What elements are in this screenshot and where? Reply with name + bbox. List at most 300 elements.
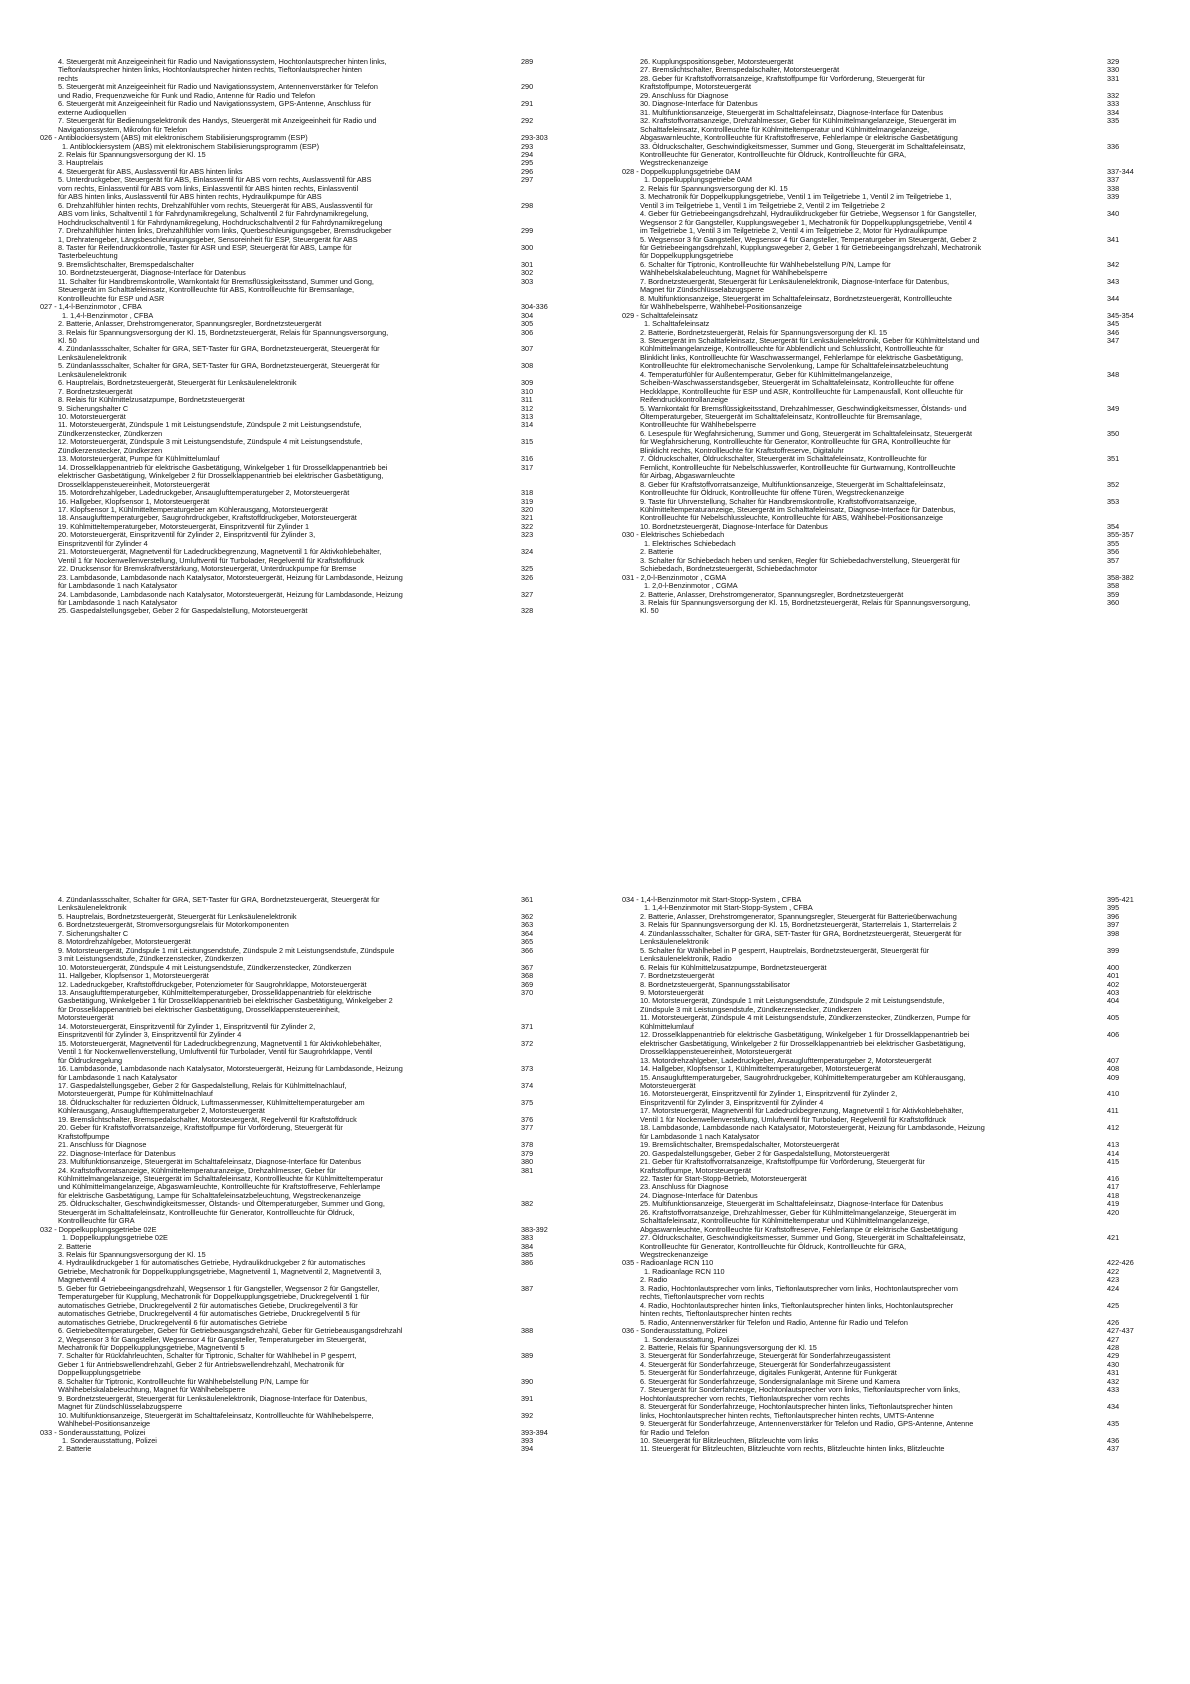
page-number: 389 <box>521 1351 534 1361</box>
entry-text: 27. Öldruckschalter, Geschwindigkeitsmesser, Summer und Gong, Steuergerät im Schalttafeleinsatz, Kontrollleuchte für Generator, Kontrollleuchte für Öldruck, Kontrollleuchte für GRA, Wegstreckenanzeige <box>640 1233 966 1260</box>
entry-text: 11. Motorsteuergerät, Zündspule 4 mit Leistungsendstufe, Zündkerzenstecker, Zündkerzen, Pumpe für Kühlmittelumlauf <box>640 1013 971 1031</box>
page-number: 289 <box>521 57 534 66</box>
entry-text: 5. Unterdruckgeber, Steuergerät für ABS, Einlassventil für ABS vorn rechts, Auslassventil für ABS vorn rechts, Einlassventil für ABS vorn links, Einlassventil für ABS hinten rechts, Einlassventil für ABS hinten links, Auslassventil für ABS hinten rechts, Hydraulikpumpe für ABS <box>58 175 372 202</box>
index-entry-row <box>58 607 576 615</box>
entry-text: 5. Warnkontakt für Bremsflüssigkeitsstand, Drehzahlmesser, Geschwindigkeitsmesser, Ölstands- und Öltemperaturgeber, Steuergerät im Schalttafeleinsatz, Kontrollleuchte für Bremsanlage, Kontrollleuchte für Wählhebelsperre <box>640 403 967 430</box>
entry-text: 3. Radio, Hochtonlautsprecher vorn links, Tieftonlautsprecher vorn links, Hochtonlautsprecher vorn rechts, Tieftonlautsprecher vorn rechts <box>640 1283 958 1302</box>
page-number: 298 <box>521 200 534 210</box>
entry-text: 12. Drosselklappenantrieb für elektrische Gasbetätigung, Winkelgeber 1 für Drosselklappenantrieb bei elektrischer Gasbetätigung, Winkelgeber 2 für Drosselklappenantrieb bei elektrischer Gasbetätigung, Drosselklappensteuereinheit, Motorsteuergerät <box>640 1030 970 1057</box>
index-entry-row <box>640 930 1162 947</box>
section-title: 031 - 2,0-l-Benzinmotor , CGMA <box>622 572 727 582</box>
page-number: 410 <box>1107 1089 1120 1099</box>
page-number: 335 <box>1107 116 1120 126</box>
page-number: 327 <box>521 589 534 599</box>
entry-text: 1. Schalttafeleinsatz <box>644 319 710 329</box>
page-number: 394 <box>521 1444 534 1454</box>
page-number: 406 <box>1107 1030 1120 1040</box>
entry-text: 1. Radioanlage RCN 110 <box>644 1266 725 1276</box>
page-number: 433 <box>1107 1385 1120 1395</box>
page-number: 338 <box>1107 183 1120 193</box>
page-number: 386 <box>521 1258 534 1268</box>
entry-text: 7. Steuergerät für Bedienungselektronik des Handys, Steuergerät mit Anzeigeeinheit für Radio und Navigationssystem, Mikrofon für Telefon <box>58 116 377 134</box>
page-number: 290 <box>521 82 534 92</box>
index-entry-row <box>58 1378 576 1395</box>
entry-text: 31. Multifunktionsanzeige, Steuergerät im Schalttafeleinsatz, Diagnose-Interface für Datenbus <box>640 107 943 117</box>
entry-text: 1. 1,4-l-Benzinmotor mit Start-Stopp-System , CFBA <box>644 903 813 913</box>
entry-text: 3. Relais für Spannungsversorgung der Kl. 15, Bordnetzsteuergerät, Relais für Spannungsversorgung, Kl. 50 <box>640 598 971 616</box>
entry-text: 18. Lambdasonde, Lambdasonde nach Katalysator, Motorsteuergerät, Heizung für Lambdasonde, Heizung für Lambdasonde 1 nach Katalysator <box>640 1123 985 1141</box>
page-number: 375 <box>521 1097 534 1107</box>
entry-text: 7. Bordnetzsteuergerät <box>58 386 133 396</box>
entry-text: 4. Steuergerät für Sonderfahrzeuge, Steuergerät für Sonderfahrzeugassistent <box>640 1359 891 1369</box>
entry-text: 5. Hauptrelais, Bordnetzsteuergerät, Steuergerät für Lenksäulenelektronik <box>58 911 297 921</box>
page-number: 310 <box>521 386 534 396</box>
entry-text: 1. Sonderausstattung, Polizei <box>62 1436 157 1445</box>
page-number: 312 <box>521 403 534 413</box>
page-number: 424 <box>1107 1283 1120 1293</box>
entry-text: 4. Temperaturfühler für Außentemperatur, Geber für Kühlmittelmangelanzeige, Scheiben-Waschwasserstandsgeber, Steuergerät im Schalttafeleinsatz, Kontrollleuchte für offene Heckklappe, Kontrollleuchte für ESP und ASR, Kontrollleuchte für Lampenausfall, Kont ollleuchte für Reifendruckkontrollanzeige <box>640 369 964 405</box>
entry-text: 9. Motorsteuergerät, Zündspule 1 mit Leistungsendstufe, Zündspule 2 mit Leistungsendstufe, Zündspule 3 mit Leistungsendstufe, Zündkerzenstecker, Zündkerzen <box>58 945 395 964</box>
entry-text: 7. Steuergerät für Sonderfahrzeuge, Hochtonlautsprecher vorn links, Tieftonlautsprecher vorn links, Hochtonlautsprecher vorn rechts, Tieftonlautsprecher vorn rechts <box>640 1385 961 1403</box>
entry-text: 19. Bremslichtschalter, Bremspedalschalter, Motorsteuergerät, Regelventil für Kraftstoffdruck <box>58 1114 357 1124</box>
entry-text: 4. Radio, Hochtonlautsprecher hinten links, Tieftonlautsprecher hinten links, Hochtonlautsprecher hinten rechts, Tieftonlautsprecher hinten rechts <box>640 1300 954 1319</box>
entry-text: 23. Lambdasonde, Lambdasonde nach Katalysator, Motorsteuergerät, Heizung für Lambdasonde, Heizung für Lambdasonde 1 nach Katalysator <box>58 572 403 591</box>
page-number: 400 <box>1107 962 1120 972</box>
page-number: 401 <box>1107 971 1120 981</box>
entry-text: 6. Relais für Kühlmittelzusatzpumpe, Bordnetzsteuergerät <box>640 962 827 972</box>
entry-text: 1. 2,0-l-Benzinmotor , CGMA <box>644 581 738 591</box>
page-number: 397 <box>1107 920 1120 930</box>
index-entry-row <box>640 947 1162 964</box>
page-number: 343 <box>1107 276 1120 286</box>
index-entry-row <box>58 83 576 100</box>
entry-text: 5. Wegsensor 3 für Gangsteller, Wegsensor 4 für Gangsteller, Temperaturgeber im Steuergerät, Geber 2 für Getriebeeingangsdrehzahl, Kupplungswegeber 2, Geber 1 für Getriebeeingangsdrehzahl, Mechatronik für Doppelkupplungsgetriebe <box>640 234 982 261</box>
page-number: 345-354 <box>1107 310 1134 320</box>
entry-text: 1. Antiblockiersystem (ABS) mit elektronischem Stabilisierungsprogramm (ESP) <box>62 141 320 151</box>
page-number: 294 <box>521 149 534 159</box>
page-number: 313 <box>521 412 534 422</box>
index-column-top-right <box>622 57 1162 616</box>
entry-text: 17. Klopfsensor 1, Kühlmitteltemperaturgeber am Kühlerausgang, Motorsteuergerät <box>58 505 328 515</box>
index-entry-row <box>640 1209 1162 1234</box>
entry-text: 4. Zündanlassschalter, Schalter für GRA, SET-Taster für GRA, Bordnetzsteuergerät, Steuergerät für Lenksäulenelektronik <box>58 895 380 913</box>
entry-text: 2. Batterie <box>58 1444 92 1454</box>
page-number: 305 <box>521 319 534 329</box>
entry-text: 19. Kühlmitteltemperaturgeber, Motorsteuergerät, Einspritzventil für Zylinder 1 <box>58 521 310 531</box>
index-column-top-left <box>40 57 576 616</box>
entry-text: 4. Geber für Getriebeeingangsdrehzahl, Hydraulikdruckgeber für Getriebe, Wegsensor 1 für Gangsteller, Wegsensor 2 für Gangsteller, Kupplungswegeber 1, Mechatronik für Doppelkupplungsgetriebe, Ventil 4 im Teilgetriebe 1, Ventil 3 im Teilgetriebe 2, Ventil 4 im Teilgetriebe 2, Motor für Hydraulikpumpe <box>640 209 977 236</box>
index-entry-row <box>58 574 576 591</box>
page-number: 350 <box>1107 428 1120 438</box>
page-number: 340 <box>1107 209 1120 219</box>
index-entry-row <box>58 1124 576 1141</box>
page-number: 377 <box>521 1123 534 1133</box>
page-number: 358-382 <box>1107 572 1134 582</box>
page-number: 399 <box>1107 945 1120 955</box>
page-number: 346 <box>1107 327 1120 337</box>
entry-text: 2. Batterie, Anlasser, Drehstromgenerator, Spannungsregler, Steuergerät für Batterieüberwachung <box>640 911 957 921</box>
entry-text: 9. Bremslichtschalter, Bremspedalschalter <box>58 259 194 269</box>
entry-text: 8. Bordnetzsteuergerät, Spannungsstabilisator <box>640 979 791 989</box>
entry-text: 2. Batterie, Bordnetzsteuergerät, Relais für Spannungsversorgung der Kl. 15 <box>640 327 888 337</box>
page-number: 319 <box>521 496 534 506</box>
page-number: 315 <box>521 437 534 447</box>
entry-text: 6. Drehzahlfühler hinten rechts, Drehzahlfühler vorn rechts, Steuergerät für ABS, Auslassventil für ABS vorn links, Schaltventil 1 für Fahrdynamikregelung, Schaltventil 2 für Fahrdynamikregelung, Hochdruckschaltventil 1 für Fahrdynamikregelung, Hochdruckschaltventil 2 für Fahrdynamikregelung <box>58 200 383 227</box>
page-number: 355 <box>1107 538 1120 548</box>
page-number: 336 <box>1107 141 1120 151</box>
page-number: 304-336 <box>521 302 548 312</box>
page-number: 380 <box>521 1157 534 1167</box>
entry-text: 6. Schalter für Tiptronic, Kontrollleuchte für Wählhebelstellung P/N, Lampe für Wählhebelskalabeleuchtung, Magnet für Wählhebelsperre <box>640 259 891 278</box>
entry-text: 9. Steuergerät für Sonderfahrzeuge, Antennenverstärker für Telefon und Radio, GPS-Antenne, Antenne für Radio und Telefon <box>640 1419 974 1437</box>
entry-text: 10. Motorsteuergerät, Zündspule 4 mit Leistungsendstufe, Zündkerzenstecker, Zündkerzen <box>58 962 352 972</box>
entry-text: 10. Motorsteuergerät, Zündspule 1 mit Leistungsendstufe, Zündspule 2 mit Leistungsendstufe, Zündspule 3 mit Leistungsendstufe, Zündkerzenstecker, Zündkerzen <box>640 996 945 1014</box>
page-number: 405 <box>1107 1013 1120 1023</box>
entry-text: 20. Motorsteuergerät, Einspritzventil für Zylinder 2, Einspritzventil für Zylinder 3, Einspritzventil für Zylinder 4 <box>58 530 316 548</box>
index-entry-row <box>640 1403 1162 1420</box>
entry-text: 5. Steuergerät für Sonderfahrzeuge, digitales Funkgerät, Antenne für Funkgerät <box>640 1368 897 1378</box>
page-number: 356 <box>1107 547 1120 557</box>
page-number: 436 <box>1107 1436 1120 1445</box>
page-number: 302 <box>521 268 534 278</box>
index-entry-row <box>640 371 1162 405</box>
page-number: 437 <box>1107 1444 1120 1454</box>
index-entry-row <box>640 1074 1162 1091</box>
index-entry-row <box>58 1352 576 1377</box>
page-number: 359 <box>1107 589 1120 599</box>
page-number: 419 <box>1107 1199 1120 1209</box>
page-number: 348 <box>1107 369 1120 379</box>
index-entry-row <box>58 151 576 159</box>
index-entry-row <box>58 202 576 227</box>
page-number: 328 <box>521 606 534 616</box>
page-number: 303 <box>521 276 534 286</box>
section-title: 028 - Doppelkupplungsgetriebe 0AM <box>622 166 741 176</box>
page-number: 309 <box>521 378 534 388</box>
index-entry-row <box>58 1082 576 1099</box>
page-number: 341 <box>1107 234 1120 244</box>
page-number: 322 <box>521 521 534 531</box>
page-number: 299 <box>521 226 534 236</box>
page-number: 411 <box>1107 1106 1119 1116</box>
page-number: 363 <box>521 920 534 930</box>
index-entry-row <box>58 58 576 83</box>
entry-text: 17. Motorsteuergerät, Magnetventil für Ladedruckbegrenzung, Magnetventil 1 für Aktivkohlebehälter, Ventil 1 für Nockenwellenverstellung, Umluftventil für Turbolader, Regelventil für Kraftstoffdruck <box>640 1106 964 1124</box>
page-number: 293 <box>521 141 534 151</box>
entry-text: 2. Batterie <box>58 1241 92 1251</box>
page-number: 332 <box>1107 90 1120 100</box>
page-number: 425 <box>1107 1300 1120 1310</box>
entry-text: 2. Relais für Spannungsversorgung der Kl. 15 <box>58 149 206 159</box>
entry-text: 11. Steuergerät für Blitzleuchten, Blitzleuchte vorn rechts, Blitzleuchte hinten links, Blitzleuchte <box>640 1444 945 1454</box>
page-number: 353 <box>1107 496 1120 506</box>
page-number: 395 <box>1107 903 1120 913</box>
page-number: 387 <box>521 1283 534 1293</box>
entry-text: 2. Batterie, Anlasser, Drehstromgenerator, Spannungsregler, Bordnetzsteuergerät <box>58 319 322 329</box>
page-number: 372 <box>521 1038 534 1048</box>
page-number: 420 <box>1107 1207 1120 1217</box>
page-number: 361 <box>521 895 534 904</box>
page-number: 317 <box>521 462 534 472</box>
page-number: 409 <box>1107 1072 1120 1082</box>
page-number: 421 <box>1107 1233 1120 1243</box>
index-entry-row <box>58 1412 576 1429</box>
entry-text: 16. Lambdasonde, Lambdasonde nach Katalysator, Motorsteuergerät, Heizung für Lambdasonde, Heizung für Lambdasonde 1 nach Katalysator <box>58 1064 403 1082</box>
page-number: 316 <box>521 454 534 464</box>
entry-text: 3. Relais für Spannungsversorgung der Kl. 15, Bordnetzsteuergerät, Starterrelais 1, Starterrelais 2 <box>640 920 957 930</box>
index-entry-row <box>640 1445 1162 1453</box>
entry-text: 21. Motorsteuergerät, Magnetventil für Ladedruckbegrenzung, Magnetventil 1 für Aktivkohlebehälter, Ventil 1 für Nockenwellenverstellung, Umluftventil für Turbolader, Regelventil für Kraftstoffdruck <box>58 547 382 565</box>
index-entry-row <box>58 947 576 964</box>
section-title: 034 - 1,4-l-Benzinmotor mit Start-Stopp-System , CFBA <box>622 895 802 904</box>
entry-text: 2. Relais für Spannungsversorgung der Kl. 15 <box>640 183 788 193</box>
section-title: 035 - Radioanlage RCN 110 <box>622 1258 714 1268</box>
entry-text: 1. Doppelkupplungsgetriebe 02E <box>62 1233 168 1243</box>
entry-text: 3. Schalter für Schiebedach heben und senken, Regler für Schiebedachverstellung, Steuergerät für Schiebedach, Bordnetzsteuergerät, Schiebedachmotor <box>640 555 961 574</box>
entry-text: 12. Motorsteuergerät, Zündspule 3 mit Leistungsendstufe, Zündspule 4 mit Leistungsendstufe, Zündkerzenstecker, Zündkerzen <box>58 437 363 455</box>
index-entry-row <box>58 100 576 117</box>
page-number: 432 <box>1107 1376 1120 1386</box>
entry-text: 16. Hallgeber, Klopfsensor 1, Motorsteuergerät <box>58 496 210 506</box>
index-entry-row <box>58 1259 576 1284</box>
page-number: 314 <box>521 420 534 430</box>
index-entry-row <box>58 278 576 303</box>
index-entry-row <box>640 481 1162 498</box>
page-number: 416 <box>1107 1173 1120 1183</box>
page-number: 347 <box>1107 335 1120 345</box>
page-number: 383-392 <box>521 1224 548 1234</box>
index-entry-row <box>640 964 1162 972</box>
entry-text: 25. Gaspedalstellungsgeber, Geber 2 für Gaspedalstellung, Motorsteuergerät <box>58 606 308 616</box>
page-number: 324 <box>521 547 534 557</box>
index-column-bottom-right <box>622 895 1162 1454</box>
page-number: 352 <box>1107 479 1120 489</box>
page-number: 364 <box>521 928 534 938</box>
index-entry-row <box>640 1124 1162 1141</box>
entry-text: 15. Ansauglufttemperaturgeber, Saugrohrdruckgeber, Kühlmitteltemperaturgeber am Kühlerausgang, Motorsteuergerät <box>640 1072 966 1090</box>
index-entry-row <box>58 1040 576 1065</box>
page-number: 415 <box>1107 1157 1120 1167</box>
page-number: 418 <box>1107 1190 1120 1200</box>
index-entry-row <box>640 455 1162 480</box>
entry-text: 8. Multifunktionsanzeige, Steuergerät im Schalttafeleinsatz, Bordnetzsteuergerät, Kontrollleuchte für Wählhebelsperre, Wählhebel-Positionsanzeige <box>640 293 952 312</box>
entry-text: 7. Sicherungshalter C <box>58 928 129 938</box>
entry-text: 28. Geber für Kraftstoffvorratsanzeige, Kraftstoffpumpe für Vorförderung, Steuergerät für Kraftstoffpumpe, Motorsteuergerät <box>640 73 925 92</box>
entry-text: 14. Motorsteuergerät, Einspritzventil für Zylinder 1, Einspritzventil für Zylinder 2, Einspritzventil für Zylinder 3, Einspritzventil für Zylinder 4 <box>58 1021 316 1040</box>
page-number: 412 <box>1107 1123 1120 1133</box>
page-number: 381 <box>521 1165 534 1175</box>
entry-text: 20. Geber für Kraftstoffvorratsanzeige, Kraftstoffpumpe für Vorförderung, Steuergerät für Kraftstoffpumpe <box>58 1123 343 1141</box>
entry-text: 10. Multifunktionsanzeige, Steuergerät im Schalttafeleinsatz, Kontrollleuchte für Wählhebelsperre, Wählhebel-Positionsanzeige <box>58 1410 374 1429</box>
entry-text: 7. Drehzahlfühler hinten links, Drehzahlfühler vorn links, Querbeschleunigungsgeber, Bremsdruckgeber 1, Drehratengeber, Längsbeschleunigungsgeber, Sensoreinheit für ESP, Steuergerät für ABS <box>58 226 392 244</box>
entry-text: 1. Elektrisches Schiebedach <box>644 538 736 548</box>
entry-text: 21. Geber für Kraftstoffvorratsanzeige, Kraftstoffpumpe für Vorförderung, Steuergerät für Kraftstoffpumpe, Motorsteuergerät <box>640 1157 925 1175</box>
page-number: 382 <box>521 1199 534 1209</box>
page-number: 325 <box>521 564 534 574</box>
index-entry-row <box>640 498 1162 523</box>
index-entry-row <box>58 1234 576 1242</box>
index-entry-row <box>640 236 1162 261</box>
entry-text: 5. Steuergerät mit Anzeigeeinheit für Radio und Navigationssystem, Antennenverstärker für Telefon und Radio, Frequenzweiche für Funk und Radio, Antenne für Radio und Telefon <box>58 82 378 100</box>
entry-text: 23. Anschluss für Diagnose <box>640 1182 729 1192</box>
page-number: 379 <box>521 1148 534 1158</box>
entry-text: 16. Motorsteuergerät, Einspritzventil für Zylinder 1, Einspritzventil für Zylinder 2, Einspritzventil für Zylinder 3, Einspritzventil für Zylinder 4 <box>640 1089 898 1107</box>
entry-text: 19. Bremslichtschalter, Bremspedalschalter, Motorsteuergerät <box>640 1140 840 1150</box>
entry-text: 10. Steuergerät für Blitzleuchten, Blitzleuchte vorn links <box>640 1436 819 1445</box>
entry-text: 7. Bordnetzsteuergerät <box>640 971 715 981</box>
page-number: 427 <box>1107 1334 1120 1344</box>
page-number: 431 <box>1107 1368 1120 1378</box>
page-number: 333 <box>1107 99 1120 109</box>
index-entry-row <box>58 176 576 201</box>
index-entry-row <box>58 548 576 565</box>
entry-text: 4. Steuergerät für ABS, Auslassventil für ABS hinten links <box>58 166 243 176</box>
entry-text: 8. Motordrehzahlgeber, Motorsteuergerät <box>58 937 191 947</box>
index-entry-row <box>58 591 576 608</box>
page-number: 354 <box>1107 521 1120 531</box>
page-number: 320 <box>521 505 534 515</box>
index-entry-row <box>640 1090 1162 1107</box>
section-title: 030 - Elektrisches Schiebedach <box>622 530 725 540</box>
page-number: 365 <box>521 937 534 947</box>
entry-text: 4. Zündanlassschalter, Schalter für GRA, SET-Taster für GRA, Bordnetzsteuergerät, Steuergerät für Lenksäulenelektronik <box>640 928 962 947</box>
index-entry-row <box>58 1445 576 1453</box>
page-number: 391 <box>521 1393 534 1403</box>
section-title: 032 - Doppelkupplungsgetriebe 02E <box>40 1224 157 1234</box>
index-entry-row <box>58 405 576 413</box>
entry-text: 27. Bremslichtschalter, Bremspedalschalter, Motorsteuergerät <box>640 65 840 75</box>
index-entry-row <box>640 1285 1162 1302</box>
index-entry-row <box>640 278 1162 295</box>
entry-text: 3. Steuergerät im Schalttafeleinsatz, Steuergerät für Lenksäulenelektronik, Geber für Kühlmittelstand und Kühlmittelmangelanzeige, Kontrollleuchte für Abblendlicht und Schlusslicht, Kontrollleuchte für Blinklicht links, Kontrollleuchte für Waschwassermangel, Fehlerlampe für elektrische Gasbetätigung, Kontrollleuchte für elektromechanische Servolenkung, Lampe für Schalttafeleinsatzbeleuchtung <box>640 335 980 371</box>
entry-text: 22. Diagnose-Interface für Datenbus <box>58 1148 176 1158</box>
index-entry-row <box>58 1200 576 1225</box>
page-number: 393 <box>521 1436 534 1445</box>
page-number: 331 <box>1107 73 1120 83</box>
page-number: 428 <box>1107 1343 1120 1353</box>
entry-text: 25. Öldruckschalter, Geschwindigkeitsmesser, Ölstands- und Öltemperaturgeber, Summer und Gong, Steuergerät im Schalttafeleinsatz, Kontrollleuchte für Generator, Kontrollleuchte für Öldruck, Kontrollleuchte für GRA <box>58 1199 385 1226</box>
page-number: 429 <box>1107 1351 1120 1361</box>
entry-text: 8. Relais für Kühlmittelzusatzpumpe, Bordnetzsteuergerät <box>58 395 245 405</box>
page-number: 422 <box>1107 1266 1120 1276</box>
page-number: 417 <box>1107 1182 1120 1192</box>
section-title: 036 - Sonderausstattung, Polizei <box>622 1326 728 1336</box>
index-entry-row <box>640 1268 1162 1276</box>
page-number: 376 <box>521 1114 534 1124</box>
entry-text: 2. Batterie <box>640 547 674 557</box>
page-number: 408 <box>1107 1064 1120 1074</box>
page-number: 373 <box>521 1064 534 1074</box>
page-number: 390 <box>521 1376 534 1386</box>
page-number: 393-394 <box>521 1427 548 1437</box>
entry-text: 3. Hauptrelais <box>58 158 104 168</box>
entry-text: 18. Ansauglufttemperaturgeber, Saugrohrdruckgeber, Kraftstoffdruckgeber, Motorsteuergerät <box>58 513 357 523</box>
page-number: 330 <box>1107 65 1120 75</box>
page-number: 358 <box>1107 581 1120 591</box>
page-number: 413 <box>1107 1140 1120 1150</box>
entry-text: 10. Bordnetzsteuergerät, Diagnose-Interface für Datenbus <box>58 268 246 278</box>
entry-text: 4. Hydraulikdruckgeber 1 für automatisches Getriebe, Hydraulikdruckgeber 2 für automatisches Getriebe, Mechatronik für Doppelkupplungsgetriebe, Magnetventil 1, Magnetventil 2, Magnetventil 3, Magnetventil 4 <box>58 1258 382 1285</box>
page-number: 362 <box>521 911 534 921</box>
entry-text: 11. Motorsteuergerät, Zündspule 1 mit Leistungsendstufe, Zündspule 2 mit Leistungsendstufe, Zündkerzenstecker, Zündkerzen <box>58 420 362 438</box>
entry-text: 6. Steuergerät für Sonderfahrzeuge, Sondersignalanlage mit Sirene und Kamera <box>640 1376 901 1386</box>
index-entry-row <box>640 540 1162 548</box>
page-number: 334 <box>1107 107 1120 117</box>
entry-text: 12. Ladedruckgeber, Kraftstoffdruckgeber, Potenziometer für Saugrohrklappe, Motorsteuergerät <box>58 979 367 989</box>
entry-text: 10. Motorsteuergerät <box>58 412 126 422</box>
index-entry-row <box>58 421 576 438</box>
entry-text: 24. Kraftstoffvorratsanzeige, Kühlmitteltemperaturanzeige, Drehzahlmesser, Geber für Kühlmittelmangelanzeige, Steuergerät im Schalttafeleinsatz, Kontrollleuchte für Kühlmitteltemperatur und Kühlmittelmangelanzeige, Abgaswarnleuchte, Kontrollleuchte für Kraftstoffreserve, Fehlerlampe für elektrische Gasbetätigung, Lampe für Schalttafeleinsatzbeleuchtung, Wegstreckenanzeige <box>58 1165 383 1200</box>
index-entry-row <box>58 379 576 387</box>
entry-text: 7. Bordnetzsteuergerät, Steuergerät für Lenksäulenelektronik, Diagnose-Interface für Datenbus, Magnet für Zündschlüsselabzugsperre <box>640 276 950 295</box>
index-entry-row <box>640 1234 1162 1259</box>
page-number: 395-421 <box>1107 895 1134 904</box>
entry-text: 26. Kraftstoffvorratsanzeige, Drehzahlmesser, Geber für Kühlmittelmangelanzeige, Steuergerät im Schalttafeleinsatz, Kontrollleuchte für Kühlmitteltemperatur und Kühlmittelmangelanzeige, Abgaswarnleuchte, Kontrollleuchte für Kraftstoffreserve, Fehlerlampe ür elektrische Gasbetätigung <box>640 1207 958 1234</box>
index-entry-row <box>640 295 1162 312</box>
page-number: 374 <box>521 1080 534 1090</box>
entry-text: 13. Ansauglufttemperaturgeber, Kühlmitteltemperaturgeber, Drosselklappenantrieb für elektrische Gasbetätigung, Winkelgeber 1 für Drosselklappenantrieb bei elektrischer Gasbetätigung, Winkelgeber 2 für Drosselklappenantrieb bei elektrischer Gasbetätigung, Drosselklappensteuereinheit, Motorsteuergerät <box>58 987 393 1023</box>
page-number: 291 <box>521 99 534 109</box>
index-entry-row <box>640 75 1162 92</box>
index-entry-row <box>640 997 1162 1014</box>
entry-text: 8. Schalter für Tiptronic, Kontrollleuchte für Wählhebelstellung P/N, Lampe für Wählhebelskalabeleuchtung, Magnet für Wählhebelsperre <box>58 1376 309 1395</box>
index-entry-row <box>640 1107 1162 1124</box>
page-number: 323 <box>521 530 534 540</box>
index-entry-row <box>58 896 576 913</box>
entry-text: 20. Gaspedalstellungsgeber, Geber 2 für Gaspedalstellung, Motorsteuergerät <box>640 1148 890 1158</box>
index-entry-row <box>640 1014 1162 1031</box>
index-entry-row <box>58 1023 576 1040</box>
entry-text: 10. Bordnetzsteuergerät, Diagnose-Interface für Datenbus <box>640 521 828 531</box>
page-number: 345 <box>1107 319 1120 329</box>
entry-text: 33. Öldruckschalter, Geschwindigkeitsmesser, Summer und Gong, Steuergerät im Schalttafeleinsatz, Kontrollleuchte für Generator, Kontrollleuchte für Öldruck, Kontrollleuchte für GRA, Wegstreckenanzeige <box>640 141 966 168</box>
index-entry-row <box>58 1099 576 1116</box>
index-entry-row <box>640 193 1162 210</box>
page-number: 355-357 <box>1107 530 1134 540</box>
entry-text: 7. Schalter für Rückfahrleuchten, Schalter für Tiptronic, Schalter für Wählhebel in P gesperrt, Geber 1 für Antriebswellendrehzahl, Geber 2 für Antriebswellendrehzahl, Mechatronik für Doppelkupplungsgetriebe <box>58 1351 357 1378</box>
page-number: 371 <box>521 1021 534 1031</box>
page-number: 366 <box>521 945 534 955</box>
page-number: 292 <box>521 116 534 126</box>
section-heading-row <box>622 310 1162 320</box>
entry-text: 18. Öldruckschalter für reduzierten Öldruck, Luftmassenmesser, Kühlmitteltemperaturgeber am Kühlerausgang, Ansauglufttemperaturgeber 2, Motorsteuergerät <box>58 1097 365 1116</box>
entry-text: 8. Geber für Kraftstoffvorratsanzeige, Multifunktionsanzeige, Steuergerät im Schalttafeleinsatz, Kontrollleuchte für Öldruck, Kontrollleuchte für offene Türen, Wegstreckenanzeige <box>640 479 946 498</box>
page-number: 367 <box>521 962 534 972</box>
index-entry-row <box>640 210 1162 235</box>
entry-text: 2. Batterie, Anlasser, Drehstromgenerator, Spannungsregler, Bordnetzsteuergerät <box>640 589 904 599</box>
entry-text: 32. Kraftstoffvorratsanzeige, Drehzahlmesser, Geber für Kühlmittelmangelanzeige, Steuergerät im Schalttafeleinsatz, Kontrollleuchte für Kühlmitteltemperatur und Kühlmittelmangelanzeige, Abgaswarnleuchte, Kontrollleuchte für Kraftstoffreserve, Fehlerlampe ür elektrische Gasbetätigung <box>640 116 958 143</box>
entry-text: 13. Motordrehzahlgeber, Ladedruckgeber, Ansauglufttemperaturgeber 2, Motorsteuergerät <box>640 1055 932 1065</box>
page-number: 370 <box>521 987 534 997</box>
index-entry-row <box>58 117 576 134</box>
index-entry-row <box>58 989 576 1023</box>
entry-text: 5. Geber für Getriebeeingangsdrehzahl, Wegsensor 1 für Gangsteller, Wegsensor 2 für Gangsteller, Temperaturgeber für Kupplung, Mechatronik für Doppelkupplungsgetriebe, Druckregelventil 1 für automatisches Getriebe, Druckregelventil 2 für automatisches Getiebe, Druckregelventil 3 für automatisches Getriebe, Druckregelventil 4 für automatisches Getriebe, Druckregelventil 5 für automatisches Getriebe, Druckregelventil 6 für automatisches Getriebe <box>58 1283 380 1327</box>
page-number: 326 <box>521 572 534 582</box>
entry-text: 13. Motorsteuergerät, Pumpe für Kühlmittelumlauf <box>58 454 220 464</box>
entry-text: 5. Zündanlassschalter, Schalter für GRA, SET-Taster für GRA, Bordnetzsteuergerät, Steuergerät für Lenksäulenelektronik <box>58 361 380 379</box>
page-number: 351 <box>1107 454 1120 464</box>
page-number: 301 <box>521 259 534 269</box>
page-number: 342 <box>1107 259 1120 269</box>
page-number: 300 <box>521 242 534 252</box>
page-number: 295 <box>521 158 534 168</box>
section-title: 027 - 1,4-l-Benzinmotor , CFBA <box>40 302 142 312</box>
page-number: 392 <box>521 1410 534 1420</box>
page-number: 308 <box>521 361 534 371</box>
page-number: 383 <box>521 1233 534 1243</box>
entry-text: 22. Taster für Start-Stopp-Betrieb, Motorsteuergerät <box>640 1173 807 1183</box>
entry-text: 6. Bordnetzsteuergerät, Stromversorgungsrelais für Motorkomponenten <box>58 920 289 930</box>
